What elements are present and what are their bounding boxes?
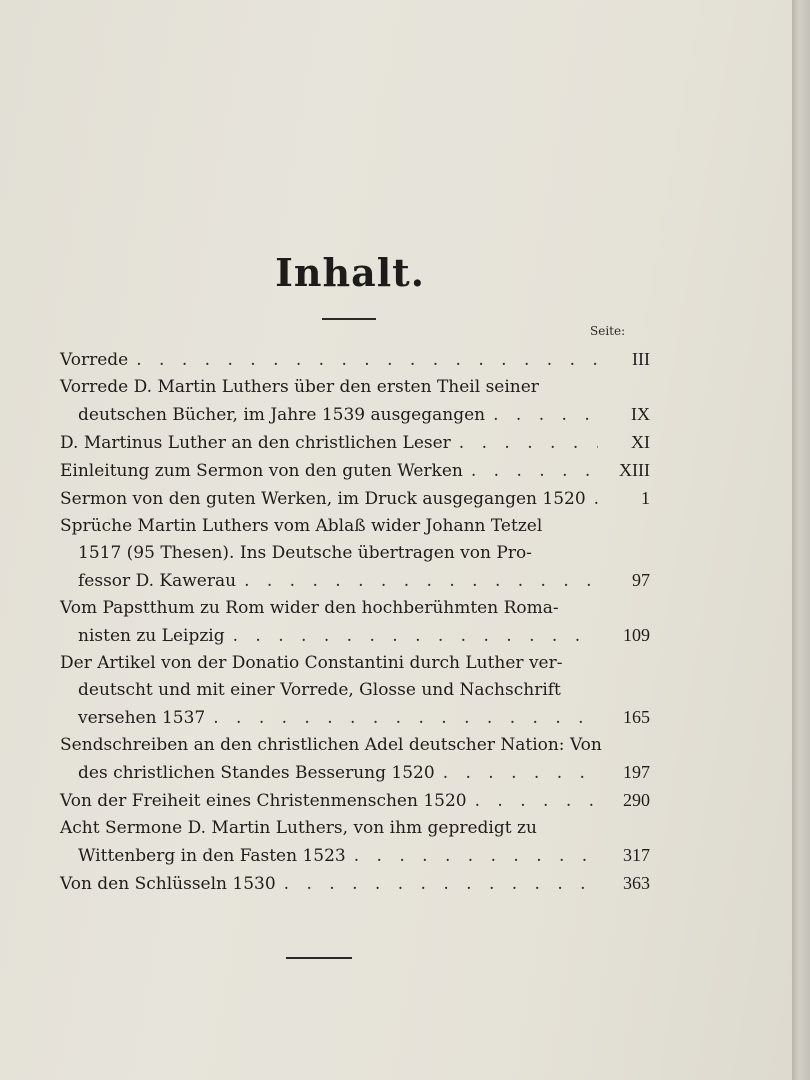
toc-page-number: 317	[623, 845, 650, 865]
toc-entry-line	[60, 677, 650, 704]
dot-leader	[136, 347, 598, 374]
toc-entry-line	[60, 650, 650, 677]
toc-entry-text: Sprüche Martin Luthers vom Ablaß wider Johann Tetzel	[60, 516, 543, 536]
toc-entry	[60, 457, 650, 485]
toc-entry	[60, 513, 650, 595]
toc-entry-text: Acht Sermone D. Martin Luthers, von ihm gepredigt zu	[60, 818, 537, 838]
toc-entry	[60, 732, 650, 787]
dot-leader	[284, 871, 598, 898]
toc-entry-text: Von den Schlüsseln 1530	[60, 874, 276, 894]
toc-page-number: IX	[631, 404, 650, 424]
dot-leader	[244, 568, 598, 595]
toc-page-number: 1	[641, 488, 650, 508]
toc-entry-line	[60, 485, 650, 513]
toc-entry-line	[60, 732, 650, 759]
page-column-label: Seite:	[590, 324, 626, 338]
dot-leader	[443, 760, 598, 787]
toc-entry-line	[60, 567, 650, 595]
toc-page-number: III	[632, 349, 650, 369]
toc-page-number: 109	[623, 625, 650, 645]
toc-entry	[60, 595, 650, 650]
toc-entry-text: 1517 (95 Thesen). Ins Deutsche übertragen von Pro-	[78, 543, 532, 563]
dot-leader	[459, 430, 598, 457]
toc-entry-line	[60, 815, 650, 842]
toc-entry-text: Einleitung zum Sermon von den guten Werken	[60, 461, 463, 481]
toc-entry-text: Vorrede	[60, 350, 129, 370]
toc-entry-text: des christlichen Standes Besserung 1520	[78, 763, 435, 783]
toc-entry-text: Der Artikel von der Donatio Constantini durch Luther ver-	[60, 653, 563, 673]
toc-entry	[60, 485, 650, 513]
toc-entry-line	[60, 346, 650, 374]
toc-entry	[60, 346, 650, 374]
toc-entry-line	[60, 540, 650, 567]
toc-entry-line	[60, 595, 650, 622]
title-rule	[322, 318, 376, 320]
toc-entry	[60, 374, 650, 429]
toc-entry-line	[60, 457, 650, 485]
toc-entry-text: Wittenberg in den Fasten 1523	[78, 846, 346, 866]
toc-entry-text: Von der Freiheit eines Christenmenschen 1520	[60, 791, 467, 811]
dot-leader	[213, 705, 598, 732]
toc-entry-line	[60, 429, 650, 457]
toc-entry-text: Sermon von den guten Werken, im Druck ausgegangen 1520	[60, 489, 586, 509]
toc-entry-text: fessor D. Kawerau	[78, 571, 237, 591]
table-of-contents	[60, 346, 650, 898]
toc-page-number: XI	[631, 432, 650, 452]
dot-leader	[471, 458, 598, 485]
toc-page-number: 197	[623, 762, 650, 782]
dot-leader	[354, 843, 598, 870]
toc-entry-text: versehen 1537	[78, 708, 206, 728]
toc-entry	[60, 787, 650, 815]
dot-leader	[594, 486, 598, 513]
toc-entry-line	[60, 759, 650, 787]
toc-entry-line	[60, 401, 650, 429]
toc-entry-text: D. Martinus Luther an den christlichen Leser	[60, 433, 451, 453]
toc-entry-text: nisten zu Leipzig	[78, 626, 225, 646]
toc-entry-text: deutschen Bücher, im Jahre 1539 ausgegangen	[78, 405, 486, 425]
toc-page-number: 165	[623, 707, 650, 727]
toc-page-number: XIII	[619, 460, 650, 480]
page-edge	[792, 0, 810, 1080]
toc-entry	[60, 429, 650, 457]
toc-entry-line	[60, 374, 650, 401]
toc-entry-text: Sendschreiben an den christlichen Adel deutscher Nation: Von	[60, 735, 602, 755]
closing-rule	[286, 957, 352, 959]
toc-page-number: 97	[632, 570, 650, 590]
toc-entry-line	[60, 513, 650, 540]
dot-leader	[493, 402, 598, 429]
toc-page-number: 363	[623, 873, 650, 893]
toc-entry-text: Vom Papstthum zu Rom wider den hochberühmten Roma-	[60, 598, 559, 618]
toc-entry-line	[60, 787, 650, 815]
page-title: Inhalt.	[275, 250, 425, 295]
dot-leader	[233, 623, 598, 650]
toc-entry	[60, 870, 650, 898]
toc-page-number: 290	[623, 790, 650, 810]
toc-entry-line	[60, 622, 650, 650]
toc-entry-line	[60, 842, 650, 870]
toc-entry-line	[60, 870, 650, 898]
toc-entry-text: deutscht und mit einer Vorrede, Glosse und Nachschrift	[78, 680, 561, 700]
dot-leader	[475, 788, 598, 815]
toc-entry	[60, 815, 650, 870]
toc-entry	[60, 650, 650, 732]
toc-entry-line	[60, 704, 650, 732]
toc-entry-text: Vorrede D. Martin Luthers über den ersten Theil seiner	[60, 377, 539, 397]
